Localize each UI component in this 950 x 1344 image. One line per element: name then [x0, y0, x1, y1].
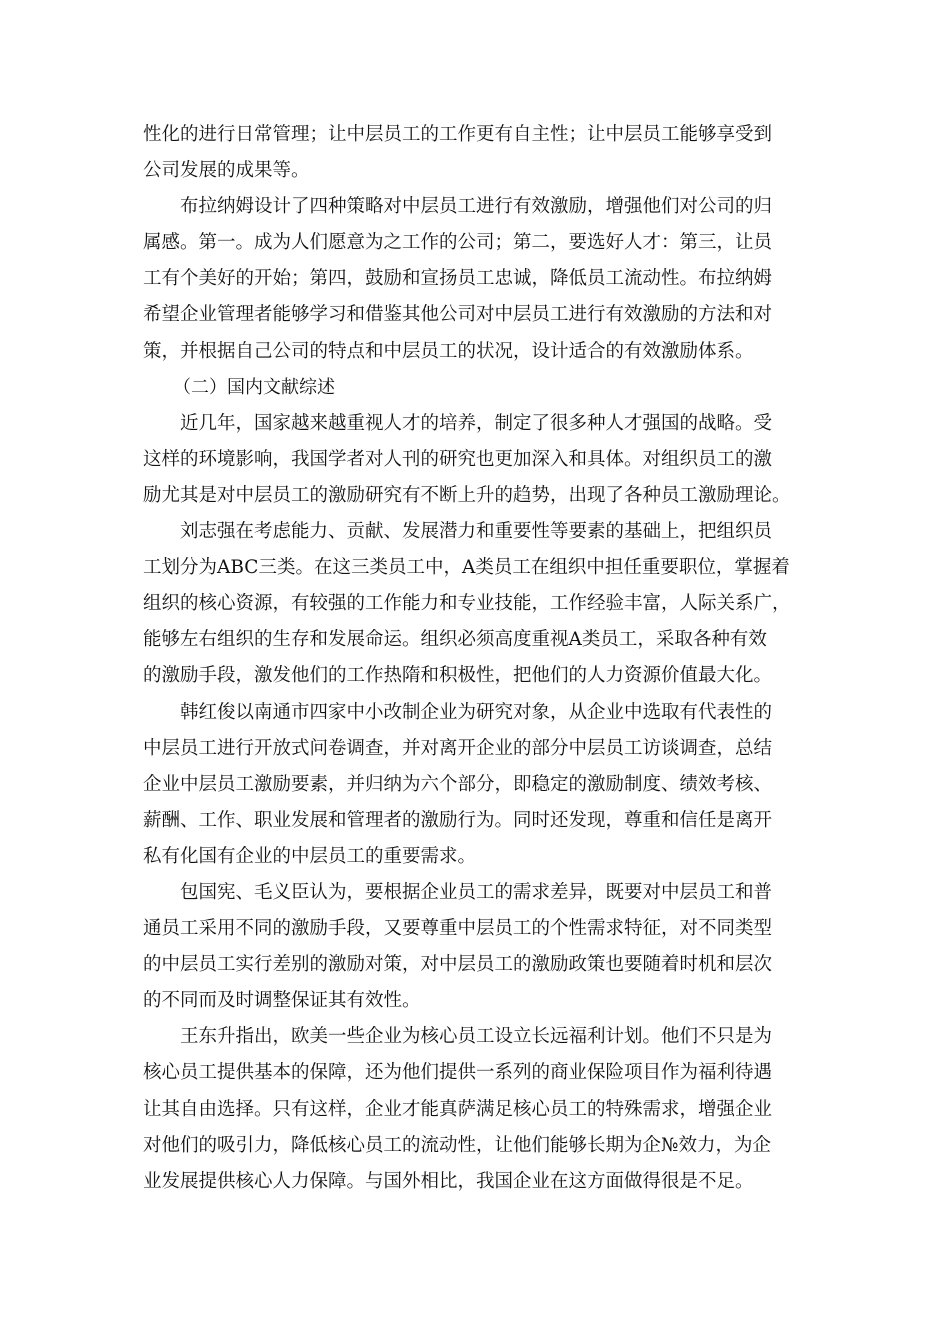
paragraph-line: 私有化国有企业的中层员工的重要需求。	[143, 845, 477, 867]
paragraph-line: 这样的环境影响，我国学者对人刊的研究也更加深入和具体。对组织员工的激	[143, 448, 773, 470]
paragraph-line: 薪酬、工作、职业发展和管理者的激励行为。同时还发现，尊重和信任是离开	[143, 809, 773, 831]
paragraph-line: 近几年，国家越来越重视人才的培养，制定了很多种人才强国的战略。受	[180, 412, 773, 434]
paragraph-line: 的不同而及时调整保证其有效性。	[143, 990, 421, 1012]
paragraph-line: 刘志强在考虑能力、贡献、发展潜力和重要性等要素的基础上，把组织员	[180, 521, 773, 543]
paragraph-line: 工划分为ABC三类。在这三类员工中，A类员工在组织中担任重要职位，掌握着	[143, 557, 790, 579]
paragraph-line: 工有个美好的开始；第四，鼓励和宣扬员工忠诚，降低员工流动性。布拉纳姆	[143, 268, 773, 290]
paragraph-line: 属感。第一。成为人们愿意为之工作的公司；第二，要选好人才：第三，让员	[143, 232, 773, 254]
paragraph-line: 的中层员工实行差别的激励对策，对中层员工的激励政策也要随着时机和层次	[143, 954, 773, 976]
paragraph-line: 韩红俊以南通市四家中小改制企业为研究对象，从企业中选取有代表性的	[180, 701, 773, 723]
paragraph-line: 策，并根据自己公司的特点和中层员工的状况，设计适合的有效激励体系。	[143, 340, 754, 362]
paragraph-line: 让其自由选择。只有这样，企业才能真萨满足核心员工的特殊需求，增强企业	[143, 1098, 773, 1120]
paragraph-line: 布拉纳姆设计了四种策略对中层员工进行有效激励，增强他们对公司的归	[180, 196, 773, 218]
paragraph-line: 企业中层员工激励要素，并归纳为六个部分，即稳定的激励制度、绩效考核、	[143, 773, 773, 795]
paragraph-line: 王东升指出，欧美一些企业为核心员工设立长远福利计划。他们不只是为	[180, 1026, 773, 1048]
paragraph-line: 核心员工提供基本的保障，还为他们提供一系列的商业保险项目作为福利待遇	[143, 1062, 773, 1084]
paragraph-line: 希望企业管理者能够学习和借鉴其他公司对中层员工进行有效激励的方法和对	[143, 304, 773, 326]
paragraph-line: 通员工采用不同的激励手段，又要尊重中层员工的个性需求特征，对不同类型	[143, 918, 773, 940]
paragraph-line: 包国宪、毛义臣认为，要根据企业员工的需求差异，既要对中层员工和普	[180, 881, 773, 903]
section-heading: （二）国内文献综述	[173, 376, 335, 398]
paragraph-line: 组织的核心资源，有较强的工作能力和专业技能，工作经验丰富，人际关系广，	[143, 593, 791, 615]
paragraph-line: 公司发展的成果等。	[143, 160, 310, 182]
body-text	[143, 117, 808, 1200]
paragraph-line: 对他们的吸引力，降低核心员工的流动性，让他们能够长期为企№效力，为企	[143, 1134, 772, 1156]
paragraph-line: 业发展提供核心人力保障。与国外相比，我国企业在这方面做得很是不足。	[143, 1170, 754, 1192]
paragraph-line: 能够左右组织的生存和发展命运。组织必须高度重视A类员工，采取各种有效	[143, 629, 767, 651]
paragraph-line: 性化的进行日常管理；让中层员工的工作更有自主性；让中层员工能够享受到	[143, 124, 773, 145]
paragraph-line: 励尤其是对中层员工的激励研究有不断上升的趋势，出现了各种员工激励理论。	[143, 484, 791, 506]
paragraph-line: 中层员工进行开放式问卷调查，并对离开企业的部分中层员工访谈调查，总结	[143, 737, 773, 759]
paragraph-line: 的激励手段，激发他们的工作热隋和积极性，把他们的人力资源价值最大化。	[143, 665, 773, 687]
